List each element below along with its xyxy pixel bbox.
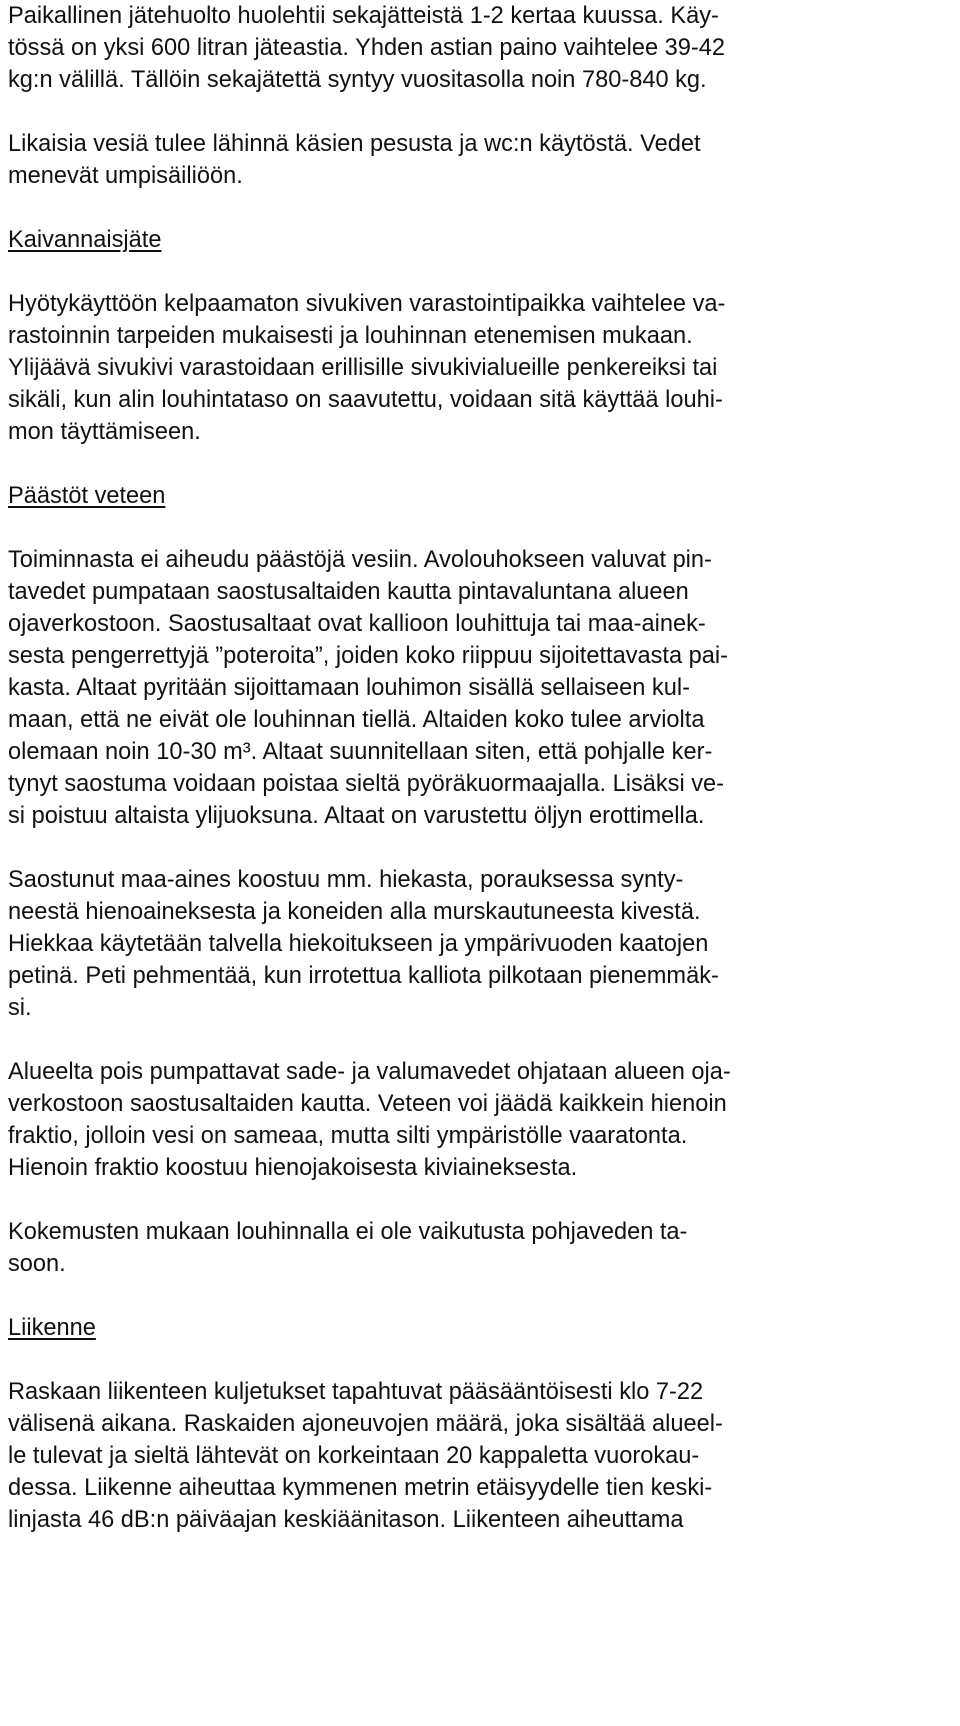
text-line: neestä hienoaineksesta ja koneiden alla murskautuneesta kivestä. xyxy=(8,899,701,925)
paragraph-gap xyxy=(8,832,952,864)
text-line: tavedet pumpataan saostusaltaiden kautta pintavaluntana alueen xyxy=(8,579,689,605)
text-line: si poistuu altaista ylijuoksuna. Altaat on varustettu öljyn erottimella. xyxy=(8,803,705,829)
text-line: välisenä aikana. Raskaiden ajoneuvojen määrä, joka sisältää alueel- xyxy=(8,1411,723,1437)
paragraph-gap xyxy=(8,1184,952,1216)
text-line: olemaan noin 10-30 m³. Altaat suunnitellaan siten, että pohjalle ker- xyxy=(8,739,713,765)
text-line: petinä. Peti pehmentää, kun irrotettua kalliota pilkotaan pienemmäk- xyxy=(8,963,719,989)
paragraph-wastewater xyxy=(8,128,952,192)
text-line: tynyt saostuma voidaan poistaa sieltä pyöräkuormaajalla. Lisäksi ve- xyxy=(8,771,725,797)
paragraph-sediment xyxy=(8,864,952,1024)
text-line: Hienoin fraktio koostuu hienojakoisesta kiviaineksesta. xyxy=(8,1155,578,1181)
paragraph-gap xyxy=(8,96,952,128)
paragraph-gap xyxy=(8,192,952,224)
text-line: Saostunut maa-aines koostuu mm. hiekasta, porauksessa synty- xyxy=(8,867,684,893)
paragraph-gap xyxy=(8,1024,952,1056)
paragraph-gap xyxy=(8,512,952,544)
text-line: tössä on yksi 600 litran jäteastia. Yhden astian paino vaihtelee 39-42 xyxy=(8,35,726,61)
text-line: dessa. Liikenne aiheuttaa kymmenen metrin etäisyydelle tien keski- xyxy=(8,1475,713,1501)
text-line: maan, että ne eivät ole louhinnan tiellä. Altaiden koko tulee arviolta xyxy=(8,707,705,733)
text-line: soon. xyxy=(8,1251,66,1277)
paragraph-waste-management xyxy=(8,0,952,96)
paragraph-gap xyxy=(8,448,952,480)
text-line: linjasta 46 dB:n päiväajan keskiäänitason. Liikenteen aiheuttama xyxy=(8,1507,684,1533)
text-line: Kokemusten mukaan louhinnalla ei ole vaikutusta pohjaveden ta- xyxy=(8,1219,688,1245)
text-line: Ylijäävä sivukivi varastoidaan erillisille sivukivialueille penkereiksi tai xyxy=(8,355,718,381)
text-line: Paikallinen jätehuolto huolehtii sekajätteistä 1-2 kertaa kuussa. Käy- xyxy=(8,3,719,29)
text-line: Likaisia vesiä tulee lähinnä käsien pesusta ja wc:n käytöstä. Vedet xyxy=(8,131,701,157)
document-page xyxy=(8,0,952,1536)
paragraph-side-rock xyxy=(8,288,952,448)
text-line: kg:n välillä. Tällöin sekajätettä syntyy vuositasolla noin 780-840 kg. xyxy=(8,67,707,93)
text-line: ojaverkostoon. Saostusaltaat ovat kallioon louhittuja tai maa-ainek- xyxy=(8,611,706,637)
section-heading-traffic: Liikenne xyxy=(8,1315,96,1341)
paragraph-runoff xyxy=(8,1056,952,1184)
text-line: le tulevat ja sieltä lähtevät on korkeintaan 20 kappaletta vuorokau- xyxy=(8,1443,700,1469)
text-line: kasta. Altaat pyritään sijoittamaan louhimon sisällä sellaiseen kul- xyxy=(8,675,690,701)
text-line: Alueelta pois pumpattavat sade- ja valumavedet ohjataan alueen oja- xyxy=(8,1059,731,1085)
text-line: menevät umpisäiliöön. xyxy=(8,163,243,189)
text-line: verkostoon saostusaltaiden kautta. Veteen voi jäädä kaikkein hienoin xyxy=(8,1091,727,1117)
text-line: Raskaan liikenteen kuljetukset tapahtuvat pääsääntöisesti klo 7-22 xyxy=(8,1379,704,1405)
text-line: mon täyttämiseen. xyxy=(8,419,201,445)
paragraph-gap xyxy=(8,1344,952,1376)
paragraph-heavy-traffic xyxy=(8,1376,952,1536)
paragraph-gap xyxy=(8,256,952,288)
text-line: Toiminnasta ei aiheudu päästöjä vesiin. Avolouhokseen valuvat pin- xyxy=(8,547,712,573)
text-line: sesta pengerrettyjä ”poteroita”, joiden koko riippuu sijoitettavasta pai- xyxy=(8,643,729,669)
paragraph-groundwater xyxy=(8,1216,952,1280)
text-line: Hiekkaa käytetään talvella hiekoitukseen ja ympärivuoden kaatojen xyxy=(8,931,709,957)
text-line: si. xyxy=(8,995,32,1021)
text-line: rastoinnin tarpeiden mukaisesti ja louhinnan etenemisen mukaan. xyxy=(8,323,693,349)
paragraph-settling-basins xyxy=(8,544,952,832)
text-line: fraktio, jolloin vesi on sameaa, mutta silti ympäristölle vaaratonta. xyxy=(8,1123,688,1149)
section-heading-water-emissions: Päästöt veteen xyxy=(8,483,166,509)
text-line: sikäli, kun alin louhintataso on saavutettu, voidaan sitä käyttää louhi- xyxy=(8,387,723,413)
section-heading-extractive-waste: Kaivannaisjäte xyxy=(8,227,162,253)
text-line: Hyötykäyttöön kelpaamaton sivukiven varastointipaikka vaihtelee va- xyxy=(8,291,726,317)
paragraph-gap xyxy=(8,1280,952,1312)
